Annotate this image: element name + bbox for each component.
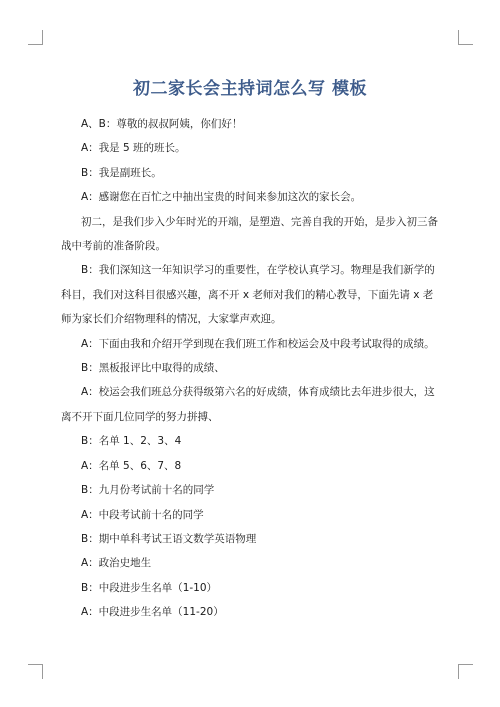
paragraph: A：中段进步生名单（11-20） bbox=[81, 606, 224, 619]
paragraph: B：期中单科考试王语文数学英语物理 bbox=[81, 532, 257, 545]
crop-mark-top-left bbox=[28, 30, 43, 45]
paragraph: A：下面由我和介绍开学到现在我们班工作和校运会及中段考试取得的成绩。 bbox=[81, 337, 435, 350]
paragraph: A：我是 5 班的班长。 bbox=[81, 142, 186, 155]
paragraph: B：黑板报评比中取得的成绩、 bbox=[81, 362, 225, 375]
paragraph: B：我们深知这一年知识学习的重要性，在学校认真学习。物理是我们新学的科目，我们对这科目很感兴趣，离不开 x 老师对我们的精心教导，下面先请 x 老师为家长们介绍物理科的情况，大家掌声欢迎。 bbox=[61, 264, 435, 326]
document-body bbox=[61, 112, 439, 625]
paragraph: A、B：尊敬的叔叔阿姨，你们好！ bbox=[81, 118, 243, 130]
paragraph: A：校运会我们班总分获得级第六名的好成绩，体育成绩比去年进步很大，这离不开下面几位同学的努力拼搏、 bbox=[61, 386, 435, 423]
paragraph: B：九月份考试前十名的同学 bbox=[81, 484, 215, 497]
paragraph: A：名单 5、6、7、8 bbox=[81, 459, 182, 472]
crop-mark-bottom-left bbox=[28, 664, 43, 679]
paragraph: A：感谢您在百忙之中抽出宝贵的时间来参加这次的家长会。 bbox=[81, 191, 362, 204]
document-title: 初二家长会主持词怎么写 模板 bbox=[133, 79, 367, 100]
paragraph: A：中段考试前十名的同学 bbox=[81, 508, 204, 521]
paragraph: B：名单 1、2、3、4 bbox=[81, 435, 182, 448]
paragraph: 初二，是我们步入少年时光的开端，是塑造、完善自我的开始，是步入初三备战中考前的准备阶段。 bbox=[61, 215, 438, 253]
paragraph: B：我是副班长。 bbox=[81, 166, 162, 179]
crop-mark-top-right bbox=[458, 30, 473, 45]
paragraph: A：政治史地生 bbox=[81, 557, 152, 570]
paragraph: B：中段进步生名单（1-10） bbox=[81, 581, 218, 594]
crop-mark-bottom-right bbox=[458, 664, 473, 679]
